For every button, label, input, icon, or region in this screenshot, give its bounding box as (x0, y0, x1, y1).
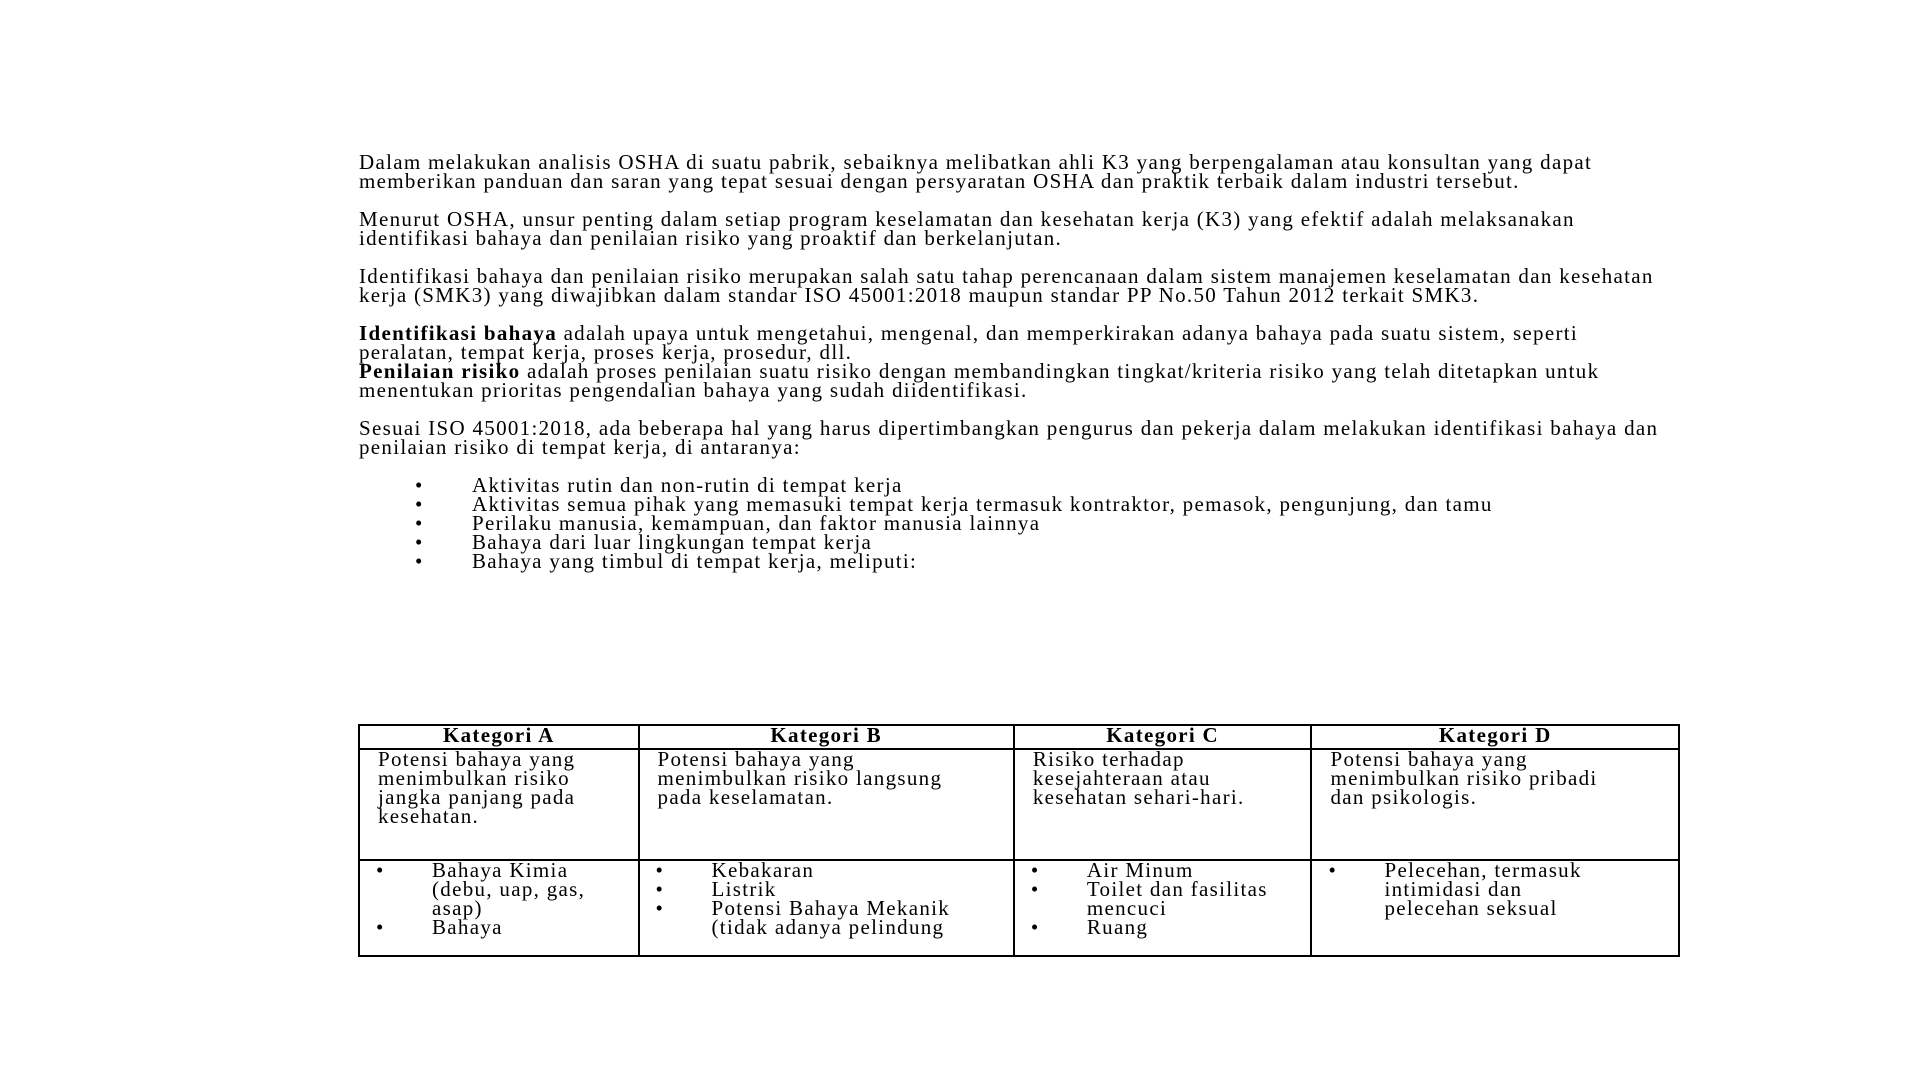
description-kategori-d: Potensi bahaya yang menimbulkan risiko pribadi dan psikologis. (1311, 749, 1679, 860)
header-kategori-c: Kategori C (1014, 725, 1312, 749)
list-item: • Bahaya (376, 918, 634, 937)
list-item: • Ruang (1031, 918, 1307, 937)
list-item: • Kebakaran (656, 861, 1009, 880)
header-kategori-a: Kategori A (359, 725, 639, 749)
term-penilaian-risiko: Penilaian risiko (359, 359, 521, 383)
items-kategori-d (1311, 860, 1679, 956)
list-item: • Bahaya Kimia (debu, uap, gas, asap) (376, 861, 634, 918)
items-kategori-b (639, 860, 1014, 956)
considerations-list (359, 473, 1619, 573)
items-list-d (1328, 858, 1618, 920)
table-row (359, 749, 1679, 860)
list-item: • Aktivitas rutin dan non-rutin di tempat kerja (359, 476, 1619, 495)
list-item: • Perilaku manusia, kemampuan, dan faktor manusia lainnya (359, 514, 1619, 533)
paragraph-iso-considerations: Sesuai ISO 45001:2018, ada beberapa hal yang harus dipertimbangkan pengurus dan pekerja dalam melakukan identifikasi bahaya dan penilaian risiko di tempat kerja, di antaranya: (359, 416, 1659, 459)
definition-penilaian-risiko (359, 359, 1659, 402)
list-item: • Pelecehan, termasuk intimidasi dan pelecehan seksual (1328, 861, 1618, 918)
items-list-a (376, 858, 634, 939)
list-item: • Potensi Bahaya Mekanik (tidak adanya pelindung (656, 899, 1009, 937)
items-kategori-c (1014, 860, 1312, 956)
items-list-c (1031, 858, 1307, 939)
list-item: • Bahaya dari luar lingkungan tempat kerja (359, 533, 1619, 552)
table-row (359, 860, 1679, 956)
hazard-category-table (358, 724, 1680, 957)
list-item: • Air Minum (1031, 861, 1307, 880)
items-list-b (656, 858, 1009, 939)
document-body (359, 150, 1689, 573)
items-kategori-a (359, 860, 639, 956)
table-header-row (359, 725, 1679, 749)
definition-identifikasi-bahaya (359, 321, 1659, 364)
description-kategori-c: Risiko terhadap kesejahteraan atau kesehatan sehari-hari. (1014, 749, 1312, 860)
list-item: • Listrik (656, 880, 1009, 899)
list-item: • Toilet dan fasilitas mencuci (1031, 880, 1307, 918)
description-kategori-a: Potensi bahaya yang menimbulkan risiko jangka panjang pada kesehatan. (359, 749, 639, 860)
description-kategori-b: Potensi bahaya yang menimbulkan risiko langsung pada keselamatan. (639, 749, 1014, 860)
definition-text-penilaian: adalah proses penilaian suatu risiko dengan membandingkan tingkat/kriteria risiko yang telah ditetapkan untuk menentukan prioritas pengendalian bahaya yang sudah diidentifikasi. (359, 359, 1600, 402)
paragraph-osha-elements: Menurut OSHA, unsur penting dalam setiap program keselamatan dan kesehatan kerja (K3) yang efektif adalah melaksanakan identifikasi bahaya dan penilaian risiko yang proaktif dan berkelanjutan. (359, 207, 1575, 250)
header-kategori-d: Kategori D (1311, 725, 1679, 749)
term-identifikasi-bahaya: Identifikasi bahaya (359, 321, 558, 345)
header-kategori-b: Kategori B (639, 725, 1014, 749)
definition-text-identifikasi: adalah upaya untuk mengetahui, mengenal, dan memperkirakan adanya bahaya pada suatu sistem, seperti peralatan, tempat kerja, proses kerja, prosedur, dll. (359, 321, 1579, 364)
list-item: • Aktivitas semua pihak yang memasuki tempat kerja termasuk kontraktor, pemasok, pengunjung, dan tamu (359, 495, 1619, 514)
paragraph-osha-analysis: Dalam melakukan analisis OSHA di suatu pabrik, sebaiknya melibatkan ahli K3 yang berpengalaman atau konsultan yang dapat memberikan panduan dan saran yang tepat sesuai dengan persyaratan OSHA dan praktik terbaik dalam industri tersebut. (359, 150, 1593, 193)
list-item: • Bahaya yang timbul di tempat kerja, meliputi: (359, 552, 1619, 571)
paragraph-smk3: Identifikasi bahaya dan penilaian risiko merupakan salah satu tahap perencanaan dalam sistem manajemen keselamatan dan kesehatan kerja (SMK3) yang diwajibkan dalam standar ISO 45001:2018 maupun standar PP No.50 Tahun 2012 terkait SMK3. (359, 264, 1654, 307)
